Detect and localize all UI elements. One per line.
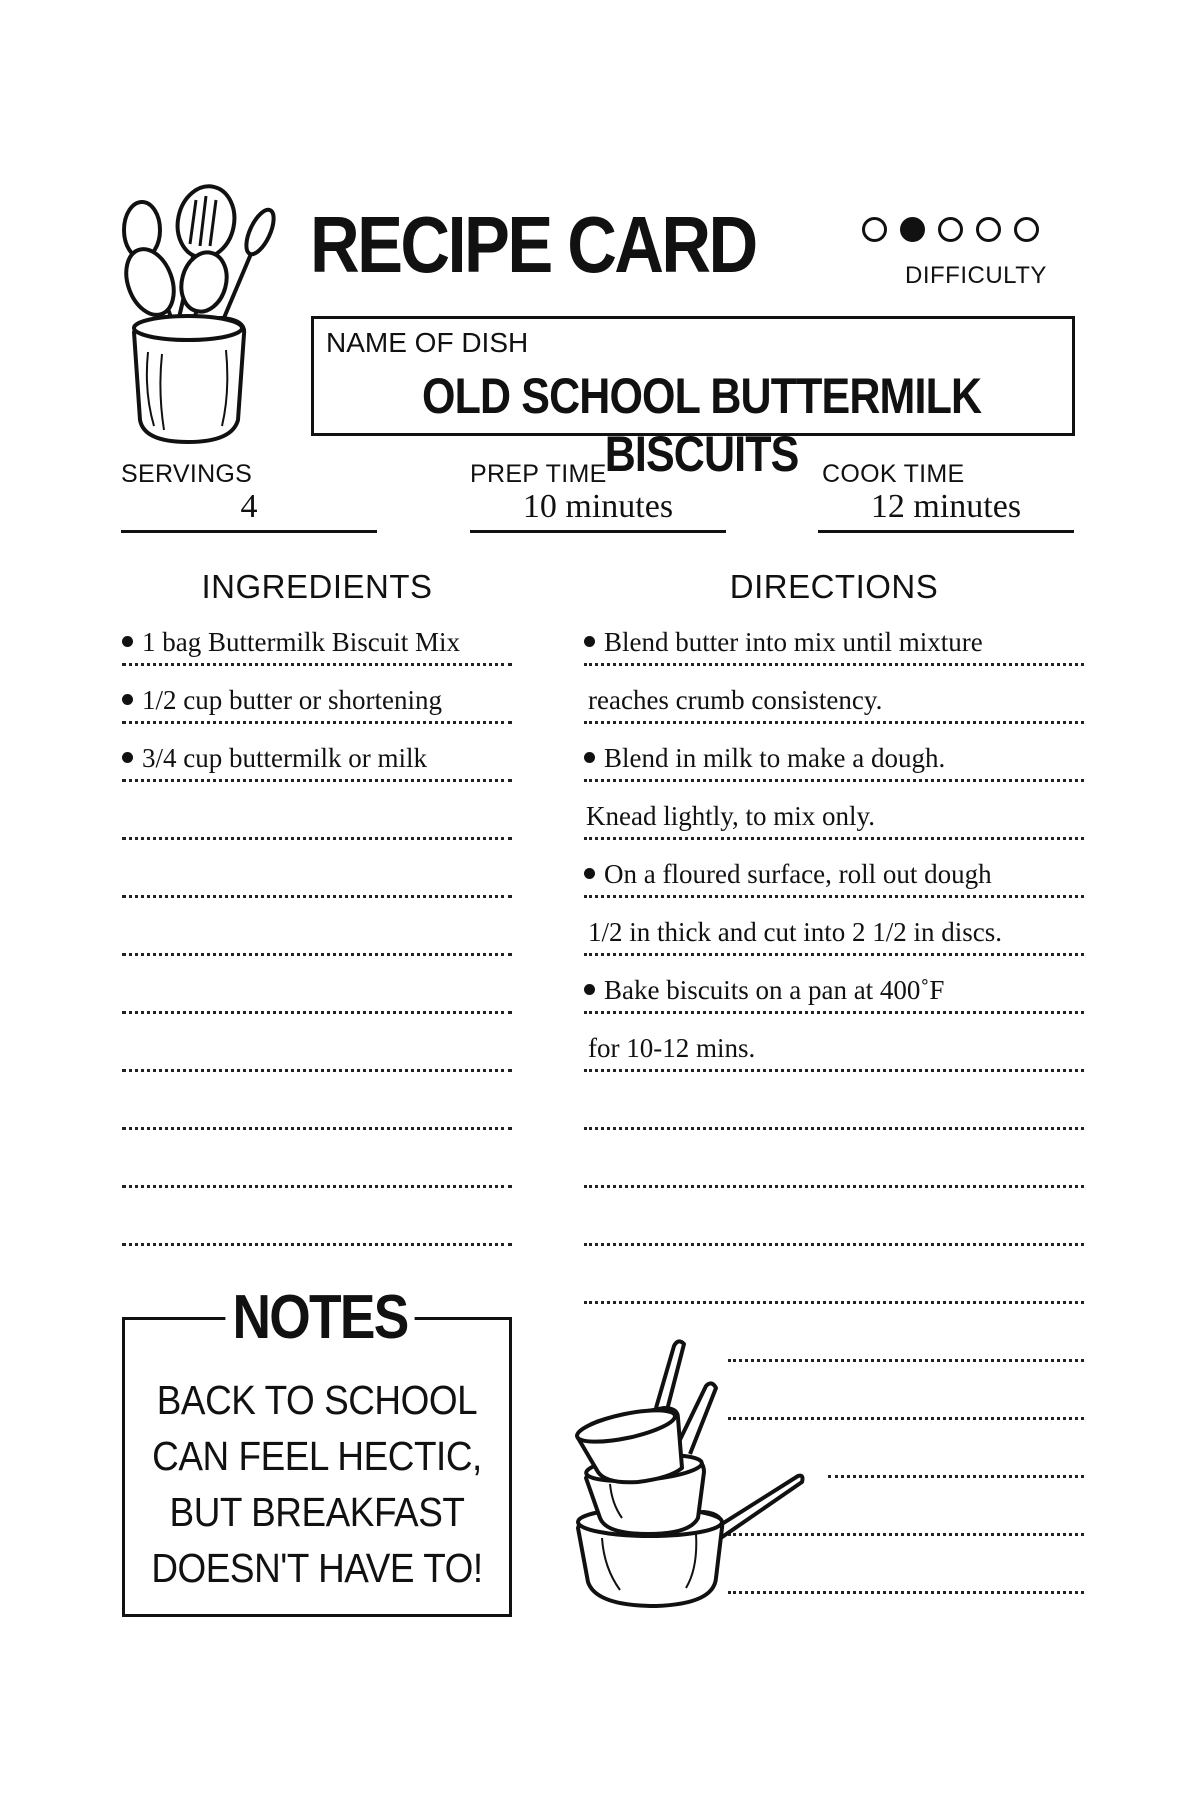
direction-text: Knead lightly, to mix only.: [586, 801, 875, 831]
servings-label: SERVINGS: [121, 460, 253, 488]
direction-text: Blend butter into mix until mixture: [604, 627, 983, 657]
direction-row: [584, 1082, 1084, 1130]
direction-row: [584, 618, 1084, 666]
difficulty-dot: [938, 217, 963, 242]
ingredient-row: [122, 734, 512, 782]
ingredient-row: [122, 792, 512, 840]
directions-heading: DIRECTIONS: [729, 568, 939, 605]
direction-text: On a floured surface, roll out dough: [604, 859, 992, 889]
direction-row: [584, 1024, 1084, 1072]
ingredient-row: [122, 1140, 512, 1188]
notes-title: NOTES: [225, 1282, 414, 1353]
ingredient-row: [122, 1198, 512, 1246]
notes-box: [122, 1317, 512, 1617]
notes-text: [144, 1372, 490, 1596]
ingredient-row: [122, 1024, 512, 1072]
cook-time-line: [818, 530, 1074, 533]
cook-time-value: 12 minutes: [870, 488, 1022, 525]
bullet-icon: [122, 694, 133, 705]
ingredient-row: [122, 850, 512, 898]
difficulty-label: DIFFICULTY: [905, 262, 1047, 289]
direction-row: [584, 850, 1084, 898]
cook-time-label: COOK TIME: [822, 460, 965, 488]
direction-row: [584, 966, 1084, 1014]
direction-row: [584, 792, 1084, 840]
notes-line: BUT BREAKFAST: [169, 1489, 465, 1535]
page-title: RECIPE CARD: [310, 200, 756, 289]
difficulty-dot: [1014, 217, 1039, 242]
direction-text: reaches crumb consistency.: [588, 685, 883, 715]
prep-time-label: PREP TIME: [470, 460, 607, 488]
bullet-icon: [584, 636, 595, 647]
prep-time-value: 10 minutes: [522, 488, 674, 525]
ingredients-heading: INGREDIENTS: [201, 568, 433, 605]
prep-time-line: [470, 530, 726, 533]
ingredient-text: 1 bag Buttermilk Biscuit Mix: [142, 627, 460, 657]
difficulty-rating: [862, 217, 1039, 242]
servings-line: [121, 530, 377, 533]
dish-name-label: NAME OF DISH: [326, 327, 529, 358]
direction-row: [584, 676, 1084, 724]
stacked-pots-icon: [566, 1338, 816, 1610]
bullet-icon: [122, 636, 133, 647]
bullet-icon: [584, 868, 595, 879]
ingredient-row: [122, 676, 512, 724]
direction-row: [584, 908, 1084, 956]
ingredient-row: [122, 618, 512, 666]
difficulty-dot: [976, 217, 1001, 242]
direction-text: Blend in milk to make a dough.: [604, 743, 946, 773]
notes-line: DOESN'T HAVE TO!: [151, 1545, 483, 1591]
ingredient-text: 3/4 cup buttermilk or milk: [142, 743, 427, 773]
direction-text: Bake biscuits on a pan at 400˚F: [604, 975, 945, 1005]
ingredient-row: [122, 966, 512, 1014]
notes-line: CAN FEEL HECTIC,: [152, 1433, 482, 1479]
direction-row: [584, 1198, 1084, 1246]
servings-value: 4: [240, 488, 258, 525]
dish-name: OLD SCHOOL BUTTERMILK BISCUITS: [421, 368, 982, 482]
ingredient-row: [122, 1082, 512, 1130]
direction-row: [584, 734, 1084, 782]
ingredient-row: [122, 908, 512, 956]
utensils-crock-icon: [118, 182, 278, 444]
bullet-icon: [584, 984, 595, 995]
direction-row: [584, 1256, 1084, 1304]
difficulty-dot: [900, 217, 925, 242]
difficulty-dot: [862, 217, 887, 242]
direction-text: for 10-12 mins.: [588, 1033, 756, 1063]
bullet-icon: [122, 752, 133, 763]
direction-text: 1/2 in thick and cut into 2 1/2 in discs.: [588, 917, 1002, 947]
bullet-icon: [584, 752, 595, 763]
ingredient-text: 1/2 cup butter or shortening: [142, 685, 442, 715]
notes-line: BACK TO SCHOOL: [156, 1377, 478, 1423]
direction-row: [828, 1430, 1084, 1478]
direction-row: [584, 1140, 1084, 1188]
